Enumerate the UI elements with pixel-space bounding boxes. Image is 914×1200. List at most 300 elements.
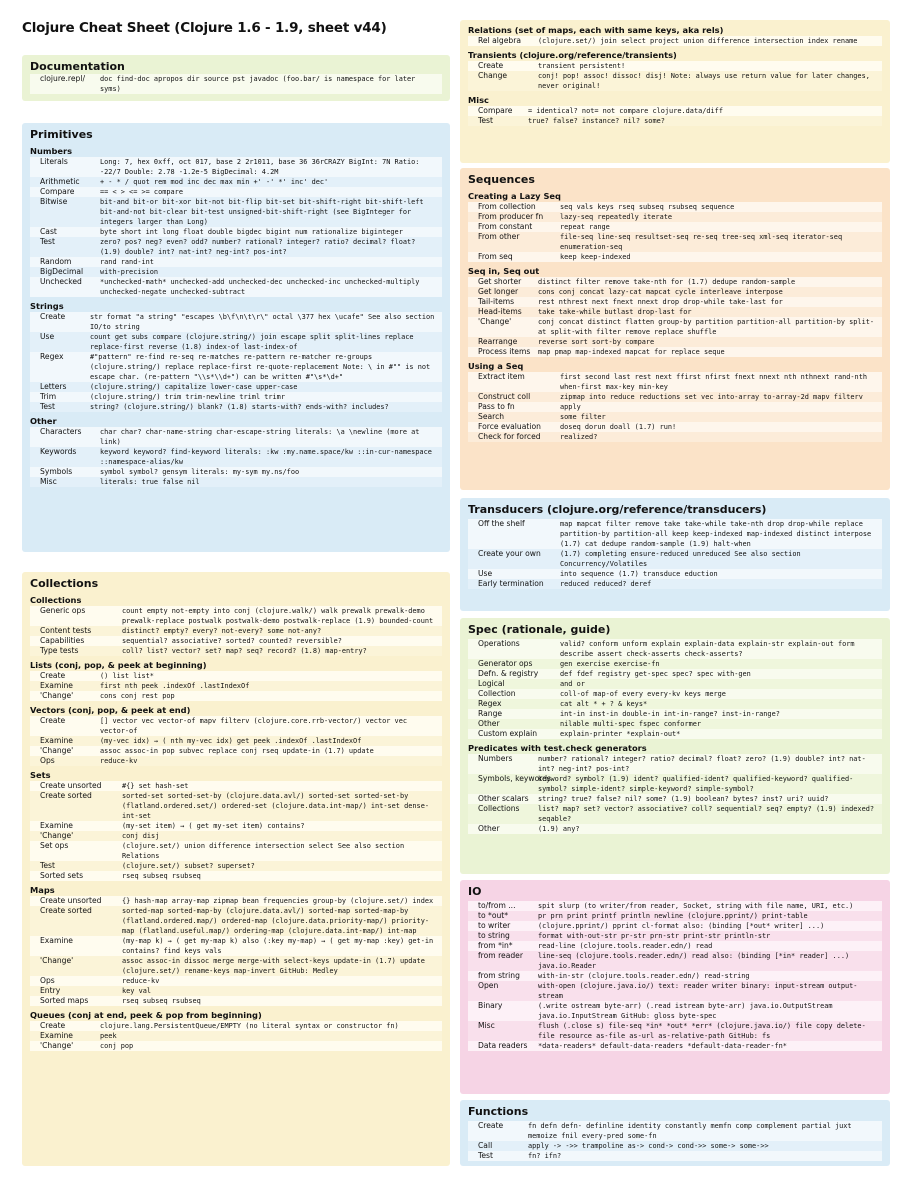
row-value: read-line (clojure.tools.reader.edn/) read (538, 942, 713, 950)
table-row (468, 569, 882, 579)
spec-section (460, 618, 890, 874)
table-row (30, 227, 442, 237)
row-label: from reader (478, 951, 523, 960)
transducers-rows (468, 519, 882, 589)
section-title: Collections (30, 577, 99, 590)
row-label: Compare (478, 106, 513, 115)
table-row (468, 689, 882, 699)
io-rows (468, 901, 882, 1051)
numbers-rows (30, 157, 442, 297)
row-value: apply -> ->> trampoline as-> cond-> cond->> some-> some->> (528, 1142, 769, 1150)
table-row (30, 671, 442, 681)
row-value: keep keep-indexed (560, 253, 631, 261)
row-label: Symbols (40, 467, 73, 476)
table-row (30, 756, 442, 766)
row-value: {} hash-map array-map zipmap bean frequencies group-by (clojure.set/) index (122, 897, 434, 905)
row-value: char char? char-name-string char-escape-string literals: \a \newline (more at link) (100, 428, 420, 446)
table-row (30, 267, 442, 277)
table-row (468, 729, 882, 739)
row-label: from string (478, 971, 520, 980)
table-row (468, 36, 882, 46)
row-label: Off the shelf (478, 519, 525, 528)
row-value: #"pattern" re-find re-seq re-matches re-pattern re-matcher re-groups (clojure.string/) replace replace-first re-quote-replacement Note: \ in #"" is not escape char. (re-pattern "\\s*\\d+") can be written #"\s*\d+" (90, 353, 431, 381)
subsection-title: Collections (30, 595, 82, 605)
row-value: rest nthrest next fnext nnext drop drop-while take-last for (538, 298, 783, 306)
row-value: and or (560, 680, 585, 688)
row-label: Trim (40, 392, 57, 401)
table-row (468, 639, 882, 659)
table-row (30, 1031, 442, 1041)
table-row (30, 831, 442, 841)
row-value: with-in-str (clojure.tools.reader.edn/) read-string (538, 972, 750, 980)
row-value: true? false? instance? nil? some? (528, 117, 665, 125)
table-row (30, 187, 442, 197)
row-label: Tail-items (478, 297, 515, 306)
row-value: (clojure.set/) subset? superset? (122, 862, 255, 870)
row-label: to string (478, 931, 510, 940)
row-label: Sorted sets (40, 871, 84, 880)
row-value: map pmap map-indexed mapcat for replace seque (538, 348, 725, 356)
table-row (468, 794, 882, 804)
table-row (30, 996, 442, 1006)
table-row (30, 277, 442, 297)
table-row (468, 372, 882, 392)
table-row (468, 669, 882, 679)
row-label: Examine (40, 936, 73, 945)
subsection-title: Creating a Lazy Seq (468, 191, 561, 201)
row-label: Random (40, 257, 72, 266)
row-label: Test (40, 237, 55, 246)
row-label: Check for forced (478, 432, 541, 441)
sequences-section (460, 168, 890, 490)
table-row (468, 1151, 882, 1161)
row-label: Generator ops (478, 659, 533, 668)
row-label: Ops (40, 756, 55, 765)
row-value: apply (560, 403, 581, 411)
row-label: Use (40, 332, 55, 341)
subsection-title: Sets (30, 770, 51, 780)
functions-section (460, 1100, 890, 1166)
row-label: 'Change' (40, 1041, 74, 1050)
table-row (468, 222, 882, 232)
section-title: IO (468, 885, 482, 898)
io-section (460, 880, 890, 1094)
row-value: rseq subseq rsubseq (122, 997, 201, 1005)
table-row (30, 606, 442, 626)
row-label: 'Change' (40, 746, 74, 755)
row-value: str format "a string" "escapes \b\f\n\t\r\" octal \377 hex \ucafe" See also section IO/to string (90, 313, 435, 331)
transients-rows (468, 61, 882, 91)
row-label: Create sorted (40, 791, 92, 800)
row-label: 'Change' (478, 317, 512, 326)
section-title: Documentation (30, 60, 125, 73)
row-value: reverse sort sort-by compare (538, 338, 655, 346)
table-row (30, 736, 442, 746)
table-row (468, 232, 882, 252)
row-label: Ops (40, 976, 55, 985)
row-label: Rel algebra (478, 36, 521, 45)
table-row (468, 941, 882, 951)
row-value: assoc assoc-in dissoc merge merge-with select-keys update-in (1.7) update (clojure.set/) rename-keys map-invert GitHub: Medley (122, 957, 425, 975)
row-label: Examine (40, 821, 73, 830)
row-value: conj concat distinct flatten group-by partition partition-all partition-by split-at split-with filter remove replace shuffle (538, 318, 875, 336)
row-label: Search (478, 412, 505, 421)
row-value: count empty not-empty into conj (clojure.walk/) walk prewalk prewalk-demo prewalk-replace postwalk postwalk-demo postwalk-replace (1.9) bounded-count (122, 607, 434, 625)
table-row (30, 197, 442, 227)
subsection-title: Predicates with test.check generators (468, 743, 647, 753)
table-row (468, 277, 882, 287)
row-label: 'Change' (40, 831, 74, 840)
row-value: zipmap into reduce reductions set vec into-array to-array-2d mapv filterv (560, 393, 863, 401)
row-value: keyword keyword? find-keyword literals: :kw :my.name.space/kw ::in-cur-namespace ::namespace-alias/kw (100, 448, 432, 466)
row-label: Examine (40, 1031, 73, 1040)
row-label: Misc (40, 477, 57, 486)
row-value: take take-while butlast drop-last for (538, 308, 692, 316)
row-value: [] vector vec vector-of mapv filterv (clojure.core.rrb-vector/) vector vec vector-of (100, 717, 407, 735)
row-value: sequential? associative? sorted? counted? reversible? (122, 637, 342, 645)
table-row (468, 116, 882, 126)
subsection-title: Relations (set of maps, each with same keys, aka rels) (468, 25, 724, 35)
table-row (30, 896, 442, 906)
row-label: Capabilities (40, 636, 85, 645)
row-value: (clojure.pprint/) pprint cl-format also: (binding [*out* writer] ...) (538, 922, 825, 930)
table-row (468, 824, 882, 834)
subsection-title: Using a Seq (468, 361, 524, 371)
row-value: doc find-doc apropos dir source pst javadoc (foo.bar/ is namespace for later syms) (100, 75, 416, 93)
row-value: nilable multi-spec fspec conformer (560, 720, 702, 728)
section-title: Sequences (468, 173, 535, 186)
table-row (30, 791, 442, 821)
vectors-rows (30, 716, 442, 766)
row-label: Other (478, 719, 500, 728)
transducers-section (460, 498, 890, 611)
table-row (468, 317, 882, 337)
row-value: coll? list? vector? set? map? seq? record? (1.8) map-entry? (122, 647, 367, 655)
row-label: to *out* (478, 911, 509, 920)
row-label: Create unsorted (40, 781, 102, 790)
table-row (30, 976, 442, 986)
row-label: Change (478, 71, 508, 80)
subsection-title: Maps (30, 885, 55, 895)
row-value: def fdef registry get-spec spec? spec with-gen (560, 670, 751, 678)
row-value: file-seq line-seq resultset-seq re-seq tree-seq xml-seq iterator-seq enumeration-seq (560, 233, 843, 251)
row-value: rand rand-int (100, 258, 154, 266)
row-label: Force evaluation (478, 422, 541, 431)
row-label: 'Change' (40, 956, 74, 965)
table-row (30, 1041, 442, 1051)
row-label: Sorted maps (40, 996, 89, 1005)
row-label: clojure.repl/ (40, 74, 86, 83)
table-row (468, 337, 882, 347)
table-row (468, 202, 882, 212)
row-value: (clojure.set/) union difference intersection select See also section Relations (122, 842, 405, 860)
table-row (468, 392, 882, 402)
page-title: Clojure Cheat Sheet (Clojure 1.6 - 1.9, sheet v44) (22, 20, 387, 36)
table-row (30, 157, 442, 177)
row-label: Logical (478, 679, 505, 688)
row-label: Early termination (478, 579, 544, 588)
row-label: Letters (40, 382, 67, 391)
row-label: Other (478, 824, 500, 833)
table-row (30, 1021, 442, 1031)
row-value: realized? (560, 433, 598, 441)
row-label: Test (478, 116, 493, 125)
row-label: Get longer (478, 287, 519, 296)
row-value: with-precision (100, 268, 159, 276)
queues-rows (30, 1021, 442, 1051)
row-value: literals: true false nil (100, 478, 200, 486)
row-label: Process items (478, 347, 531, 356)
row-label: Symbols, keywords (478, 774, 551, 783)
table-row (468, 1021, 882, 1041)
row-value: string? true? false? nil? some? (1.9) boolean? bytes? inst? uri? uuid? (538, 795, 829, 803)
row-value: distinct? empty? every? not-every? some not-any? (122, 627, 322, 635)
table-row (468, 709, 882, 719)
row-value: keyword? symbol? (1.9) ident? qualified-ident? qualified-keyword? qualified-symbol? simple-ident? simple-keyword? simple-symbol? (538, 775, 854, 793)
table-row (30, 746, 442, 756)
table-row (468, 971, 882, 981)
table-row (30, 821, 442, 831)
table-row (468, 61, 882, 71)
lazy-rows (468, 202, 882, 262)
lists-rows (30, 671, 442, 701)
row-label: Get shorter (478, 277, 522, 286)
table-row (30, 956, 442, 976)
row-value: (1.9) any? (538, 825, 580, 833)
documentation-section (22, 55, 450, 101)
table-row (30, 646, 442, 656)
table-row (30, 312, 442, 332)
table-row (30, 716, 442, 736)
rel-rows (468, 36, 882, 46)
subsection-title: Transients (clojure.org/reference/transients) (468, 50, 677, 60)
row-value: (1.7) completing ensure-reduced unreduced See also section Concurrency/Volatiles (560, 550, 801, 568)
row-label: Keywords (40, 447, 77, 456)
table-row (30, 626, 442, 636)
row-value: fn defn defn- definline identity constantly memfn comp complement partial juxt memoize fnil every-pred some-fn (528, 1122, 852, 1140)
table-row (30, 257, 442, 267)
row-label: Literals (40, 157, 68, 166)
row-label: Binary (478, 1001, 503, 1010)
row-value: == < > <= >= compare (100, 188, 183, 196)
row-value: line-seq (clojure.tools.reader.edn/) read also: (binding [*in* reader] ...) java.io.Reader (538, 952, 850, 970)
row-value: doseq dorun doall (1.7) run! (560, 423, 677, 431)
inout-rows (468, 277, 882, 357)
preds-rows (468, 754, 882, 834)
row-value: reduce-kv (100, 757, 138, 765)
rows (30, 74, 442, 94)
row-label: Head-items (478, 307, 522, 316)
row-value: conj! pop! assoc! dissoc! disj! Note: always use return value for later changes, never original! (538, 72, 870, 90)
table-row (468, 951, 882, 971)
row-value: *unchecked-math* unchecked-add unchecked-dec unchecked-inc unchecked-multiply unchecked-negate unchecked-subtract (100, 278, 420, 296)
row-label: From producer fn (478, 212, 544, 221)
row-label: Examine (40, 681, 73, 690)
coll-rows (30, 606, 442, 656)
row-label: 'Change' (40, 691, 74, 700)
row-value: conj pop (100, 1042, 134, 1050)
row-label: Test (40, 402, 55, 411)
row-label: From other (478, 232, 520, 241)
table-row (468, 921, 882, 931)
row-value: + - * / quot rem mod inc dec max min +' -' *' inc' dec' (100, 178, 329, 186)
subsection-title: Other (30, 416, 57, 426)
row-label: Cast (40, 227, 57, 236)
row-label: Create (40, 671, 66, 680)
row-label: Create (478, 1121, 504, 1130)
row-label: Set ops (40, 841, 69, 850)
row-label: Unchecked (40, 277, 82, 286)
row-label: Defn. & registry (478, 669, 539, 678)
table-row (468, 719, 882, 729)
section-title: Transducers (clojure.org/reference/transducers) (468, 503, 767, 516)
row-value: reduced reduced? deref (560, 580, 652, 588)
row-value: list? map? set? vector? associative? coll? sequential? seq? empty? (1.9) indexed? seqable? (538, 805, 875, 823)
table-row (30, 447, 442, 467)
table-row (468, 347, 882, 357)
row-label: Create (40, 312, 66, 321)
row-value: fn? ifn? (528, 1152, 562, 1160)
row-value: byte short int long float double bigdec bigint num rationalize biginteger (100, 228, 403, 236)
row-label: Range (478, 709, 503, 718)
row-value: map mapcat filter remove take take-while take-nth drop drop-while replace partition-by partition-all keep keep-indexed map-indexed distinct interpose (1.7) cat dedupe random-sample (1.9) halt-when (560, 520, 872, 548)
table-row (468, 901, 882, 911)
collections-section (22, 572, 450, 1166)
row-label: Other scalars (478, 794, 529, 803)
table-row (30, 681, 442, 691)
row-value: format with-out-str pr-str prn-str print-str println-str (538, 932, 771, 940)
row-label: Rearrange (478, 337, 518, 346)
row-label: Examine (40, 736, 73, 745)
table-row (468, 981, 882, 1001)
table-row (468, 1121, 882, 1141)
row-label: Arithmetic (40, 177, 80, 186)
row-value: first nth peek .indexOf .lastIndexOf (100, 682, 250, 690)
table-row (468, 212, 882, 222)
row-label: Characters (40, 427, 82, 436)
row-value: first second last rest next ffirst nfirst fnext nnext nth nthnext rand-nth when-first max-key min-key (560, 373, 867, 391)
row-value: count get subs compare (clojure.string/) join escape split split-lines replace replace-first reverse (1.8) index-of last-index-of (90, 333, 414, 351)
table-row (468, 911, 882, 921)
row-label: Regex (478, 699, 502, 708)
row-value: clojure.lang.PersistentQueue/EMPTY (no literal syntax or constructor fn) (100, 1022, 399, 1030)
row-label: Bitwise (40, 197, 68, 206)
table-row (468, 754, 882, 774)
table-row (468, 579, 882, 589)
section-title: Primitives (30, 128, 93, 141)
row-label: Extract item (478, 372, 525, 381)
table-row (30, 871, 442, 881)
section-title: Spec (rationale, guide) (468, 623, 611, 636)
row-label: Custom explain (478, 729, 538, 738)
row-label: to/from ... (478, 901, 516, 910)
row-value: spit slurp (to writer/from reader, Socket, string with file name, URI, etc.) (538, 902, 854, 910)
row-value: sorted-set sorted-set-by (clojure.data.avl/) sorted-set sorted-set-by (flatland.ordered.set/) ordered-set (clojure.data.int-map/) int-set dense-int-set (122, 792, 429, 820)
row-label: Create (40, 1021, 66, 1030)
row-label: Create (40, 716, 66, 725)
row-label: from *in* (478, 941, 513, 950)
row-label: Use (478, 569, 493, 578)
row-label: Create your own (478, 549, 541, 558)
row-label: From constant (478, 222, 533, 231)
row-value: pr prn print printf println newline (clojure.pprint/) print-table (538, 912, 808, 920)
table-row (30, 382, 442, 392)
row-value: coll-of map-of every every-kv keys merge (560, 690, 726, 698)
table-row (468, 402, 882, 412)
row-value: Long: 7, hex 0xff, oct 017, base 2 2r1011, base 36 36rCRAZY BigInt: 7N Ratio: -22/7 Double: 2.78 -1.2e-5 BigDecimal: 4.2M (100, 158, 420, 176)
row-value: repeat range (560, 223, 610, 231)
sets-rows (30, 781, 442, 881)
row-value: (my-vec idx) → ( nth my-vec idx) get peek .indexOf .lastIndexOf (100, 737, 362, 745)
table-row (468, 1001, 882, 1021)
table-row (30, 352, 442, 382)
table-row (30, 402, 442, 412)
relations-section (460, 20, 890, 163)
misc-rows (468, 106, 882, 126)
table-row (468, 252, 882, 262)
row-value: = identical? not= not compare clojure.data/diff (528, 107, 723, 115)
table-row (30, 332, 442, 352)
row-label: Entry (40, 986, 61, 995)
other-rows (30, 427, 442, 487)
row-label: From seq (478, 252, 513, 261)
row-value: with-open (clojure.java.io/) text: reader writer binary: input-stream output-stream (538, 982, 858, 1000)
table-row (30, 427, 442, 447)
table-row (30, 177, 442, 187)
table-row (30, 74, 442, 94)
row-label: Call (478, 1141, 493, 1150)
row-value: conj disj (122, 832, 160, 840)
row-label: Create unsorted (40, 896, 102, 905)
row-value: number? rational? integer? ratio? decimal? float? zero? (1.9) double? int? nat-int? neg-int? pos-int? (538, 755, 866, 773)
table-row (30, 691, 442, 701)
row-value: reduce-kv (122, 977, 160, 985)
row-label: Content tests (40, 626, 92, 635)
subsection-title: Misc (468, 95, 489, 105)
table-row (30, 392, 442, 402)
row-label: Construct coll (478, 392, 531, 401)
row-label: From collection (478, 202, 536, 211)
table-row (468, 297, 882, 307)
table-row (468, 432, 882, 442)
table-row (468, 1141, 882, 1151)
row-label: Collections (478, 804, 520, 813)
subsection-title: Lists (conj, pop, & peek at beginning) (30, 660, 207, 670)
subsection-title: Vectors (conj, pop, & peek at end) (30, 705, 191, 715)
table-row (30, 237, 442, 257)
table-row (468, 1041, 882, 1051)
spec-rows (468, 639, 882, 739)
subsection-title: Strings (30, 301, 64, 311)
row-label: Data readers (478, 1041, 528, 1050)
table-row (468, 804, 882, 824)
row-value: seq vals keys rseq subseq rsubseq sequence (560, 203, 735, 211)
row-label: Generic ops (40, 606, 86, 615)
row-label: Compare (40, 187, 75, 196)
table-row (468, 931, 882, 941)
row-value: bit-and bit-or bit-xor bit-not bit-flip bit-set bit-shift-right bit-shift-left bit-and-not bit-clear bit-test unsigned-bit-shift-right (see BigInteger for integers larger than Long) (100, 198, 424, 226)
row-label: Create (478, 61, 504, 70)
row-value: (clojure.set/) join select project union difference intersection index rename (538, 37, 858, 45)
row-value: symbol symbol? gensym literals: my-sym my.ns/foo (100, 468, 300, 476)
table-row (468, 106, 882, 116)
table-row (30, 467, 442, 477)
row-value: explain-printer *explain-out* (560, 730, 681, 738)
row-value: string? (clojure.string/) blank? (1.8) starts-with? ends-with? includes? (90, 403, 389, 411)
table-row (30, 861, 442, 871)
row-value: peek (100, 1032, 117, 1040)
row-value: () list list* (100, 672, 154, 680)
